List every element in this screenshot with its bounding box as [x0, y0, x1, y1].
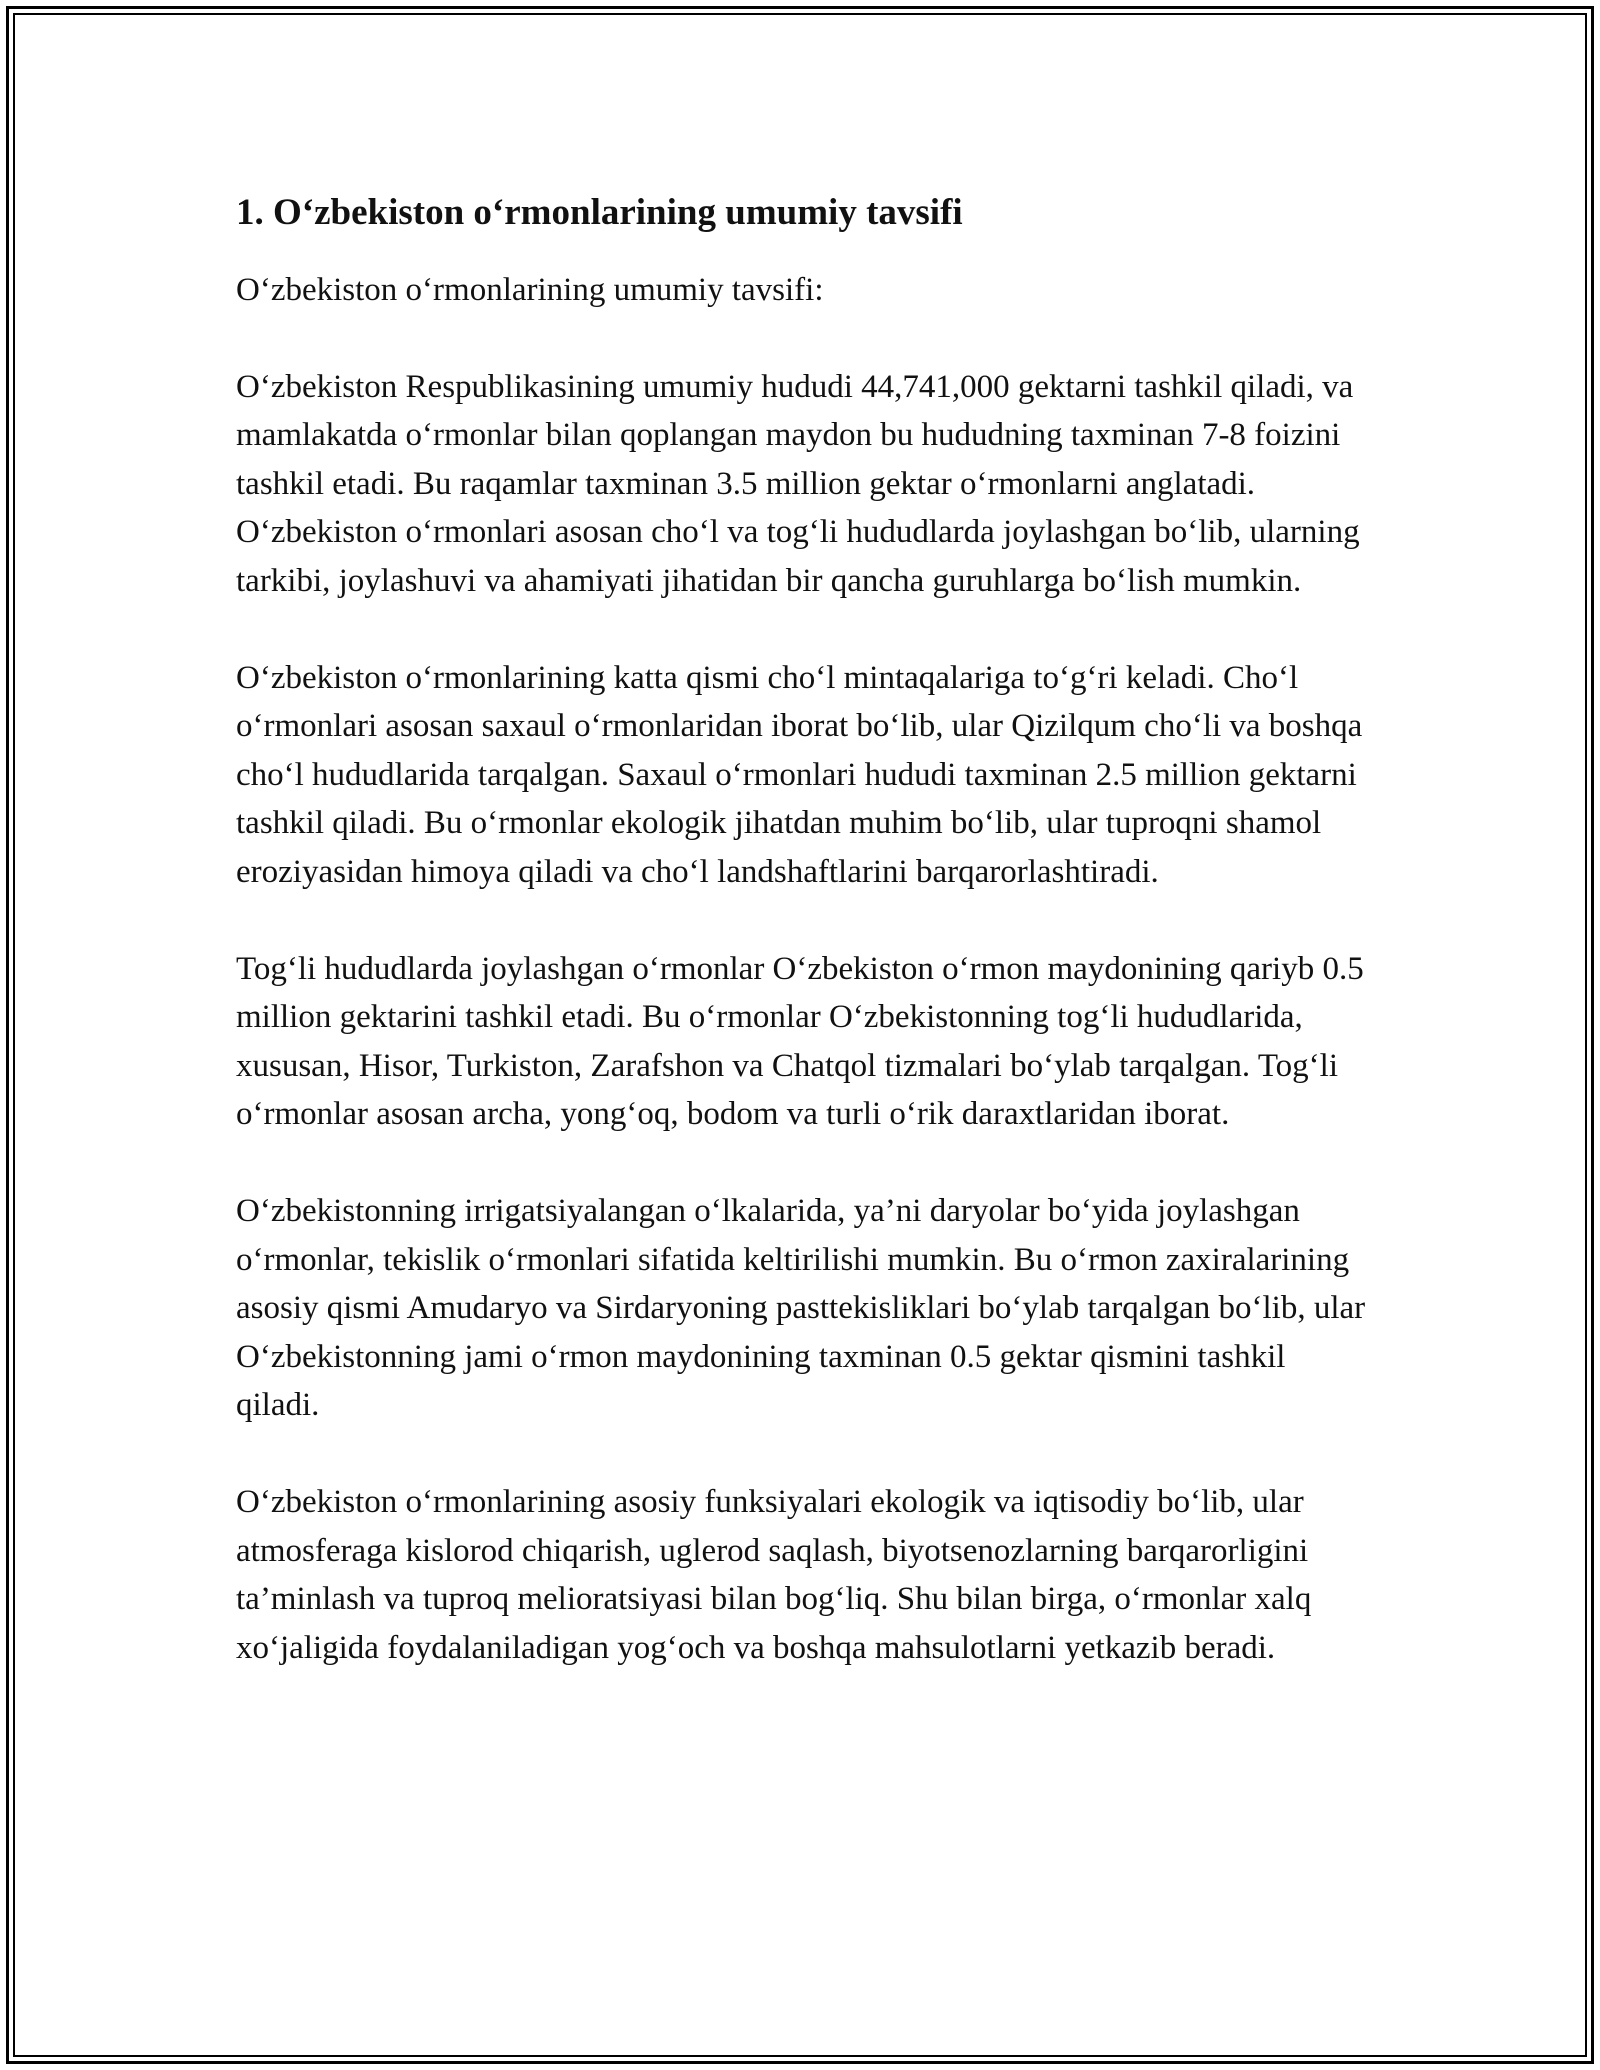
paragraph-riverside-forests: O‘zbekistonning irrigatsiyalangan o‘lkalarida, ya’ni daryolar bo‘yida joylashgan o‘rmonlar, tekislik o‘rmonlari sifatida keltirilishi mumkin. Bu o‘rmon zaxiralarining asosiy qismi Amudaryo va Sirdaryoning pasttekisliklari bo‘ylab tarqalgan bo‘lib, ular O‘zbekistonning jami o‘rmon maydonining taxminan 0.5 gektar qismini tashkil qiladi.	[236, 1193, 1366, 1423]
paragraph-mountain-forests: Tog‘li hududlarda joylashgan o‘rmonlar O‘zbekiston o‘rmon maydonining qariyb 0.5 million gektarini tashkil etadi. Bu o‘rmonlar O‘zbekistonning tog‘li hududlarida, xususan, Hisor, Turkiston, Zarafshon va Chatqol tizmalari bo‘ylab tarqalgan. Tog‘li o‘rmonlar asosan archa, yong‘oq, bodom va turli o‘rik daraxtlaridan iborat.	[236, 950, 1364, 1132]
paragraph-forest-functions: O‘zbekiston o‘rmonlarining asosiy funksiyalari ekologik va iqtisodiy bo‘lib, ular atmosferaga kislorod chiqarish, uglerod saqlash, biyotsenozlarning barqarorligini ta’minlash va tuproq melioratsiyasi bilan bog‘liq. Shu bilan birga, o‘rmonlar xalq xo‘jaligida foydalaniladigan yog‘och va boshqa mahsulotlarni yetkazib beradi.	[236, 1484, 1312, 1666]
paragraph-area: O‘zbekiston Respublikasining umumiy hududi 44,741,000 gektarni tashkil qiladi, va mamlakatda o‘rmonlar bilan qoplangan maydon bu hududning taxminan 7-8 foizini tashkil etadi. Bu raqamlar taxminan 3.5 million gektar o‘rmonlarni anglatadi. O‘zbekiston o‘rmonlari asosan cho‘l va tog‘li hududlarda joylashgan bo‘lib, ularning tarkibi, joylashuvi va ahamiyati jihatidan bir qancha guruhlarga bo‘lish mumkin.	[236, 368, 1360, 599]
paragraph-desert-forests: O‘zbekiston o‘rmonlarining katta qismi cho‘l mintaqalariga to‘g‘ri keladi. Cho‘l o‘rmonlari asosan saxaul o‘rmonlaridan iborat bo‘lib, ular Qizilqum cho‘li va boshqa cho‘l hududlarida tarqalgan. Saxaul o‘rmonlari hududi taxminan 2.5 million gektarni tashkil qiladi. Bu o‘rmonlar ekologik jihatdan muhim bo‘lib, ular tuproqni shamol eroziyasidan himoya qiladi va cho‘l landshaftlarini barqarorlashtiradi.	[236, 659, 1363, 890]
section-heading: 1. O‘zbekiston o‘rmonlarining umumiy tavsifi	[236, 192, 963, 233]
intro-line: O‘zbekiston o‘rmonlarining umumiy tavsifi:	[236, 272, 824, 308]
document-body	[236, 188, 1376, 1721]
